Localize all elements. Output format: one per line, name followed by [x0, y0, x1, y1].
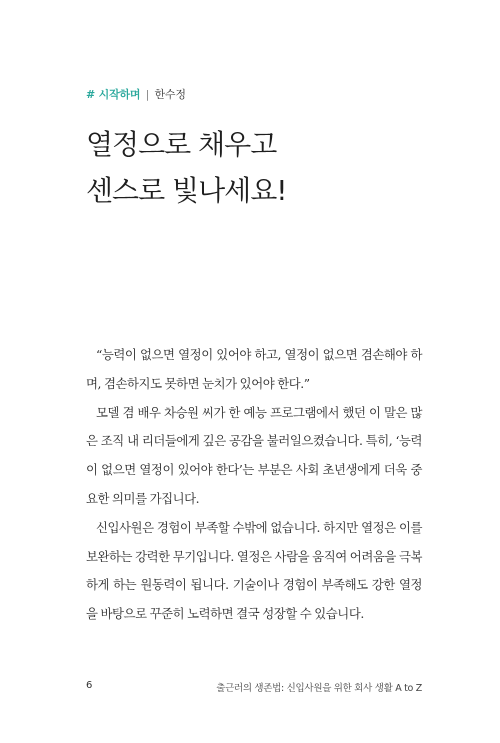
chapter-title [86, 122, 286, 214]
body-text [86, 341, 422, 629]
page-number: 6 [86, 680, 93, 691]
running-title: 출근러의 생존법: 신입사원을 위한 회사 생활 A to Z [216, 683, 422, 694]
section-tag: # 시작하며 [86, 88, 141, 101]
section-header [86, 86, 186, 102]
author-name: 한수정 [154, 88, 186, 101]
paragraph-quote: “능력이 없으면 열정이 있어야 하고, 열정이 없으면 겸손해야 하며, 겸손하지도 못하면 눈치가 있어야 한다.” [86, 347, 422, 391]
title-line-1: 열정으로 채우고 [86, 128, 277, 161]
paragraph-3: 신입사원은 경험이 부족할 수밖에 없습니다. 하지만 열정은 이를 보완하는 강력한 무기입니다. 열정은 사람을 움직여 어려움을 극복하게 하는 원동력이 됩니다. 기술이나 경험이 부족해도 강한 열정을 바탕으로 꾸준히 노력하면 결국 성장할 수 있습니다. [86, 519, 422, 622]
title-line-2: 센스로 빛나세요! [86, 174, 287, 207]
header-separator: | [145, 88, 150, 101]
paragraph-2: 모델 겸 배우 차승원 씨가 한 예능 프로그램에서 했던 이 말은 많은 조직 내 리더들에게 깊은 공감을 불러일으켰습니다. 특히, ‘능력이 없으면 열정이 있어야 한다’는 부분은 사회 초년생에게 더욱 중요한 의미를 가집니다. [86, 404, 422, 506]
